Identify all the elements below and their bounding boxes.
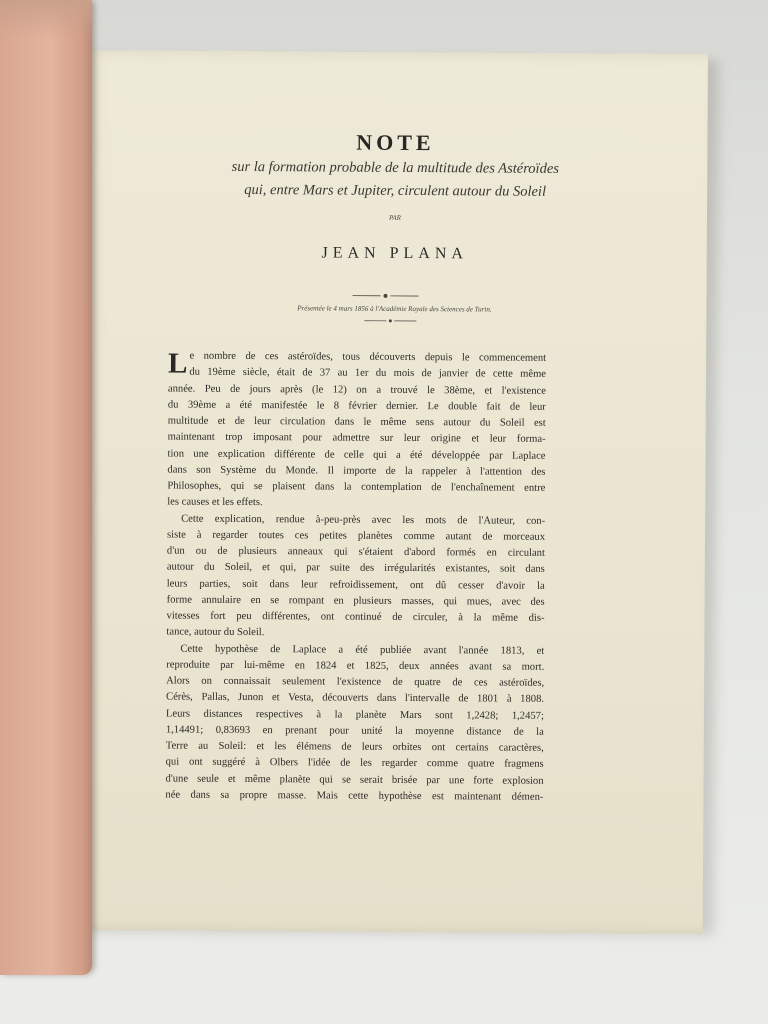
- text-line: autour du Soleil, et qui, par suite des irrégularités existantes, soit dans: [166, 561, 545, 576]
- text-line: du 39ème a été manifestée le 8 février dernier. Le double fait de leur: [167, 399, 546, 413]
- text-line: e nombre de ces astéroïdes, tous découverts depuis le commencement: [189, 350, 547, 364]
- text-line: Leurs distances respectives à la planète Mars sont 1,2428; 1,2457;: [165, 708, 544, 722]
- ornament-divider: [350, 292, 420, 300]
- text-line: Cette explication, rendue à-peu-près avec les mots de l'Auteur, con-: [181, 513, 546, 527]
- text-line: reproduite par lui-même en 1824 et 1825, deux années avant sa mort.: [166, 659, 545, 673]
- text-line: leurs parties, soit dans leur refroidissement, ont dû cesser d'avoir la: [166, 578, 545, 592]
- page-content: [79, 50, 708, 934]
- author-name: JEAN PLANA: [321, 244, 469, 263]
- text-line: tion une explication différente de celle qui a été développée par Laplace: [167, 448, 546, 462]
- drop-cap: L: [167, 347, 188, 380]
- presentation-note: Présentée le 4 mars 1856 à l'Académie Royale des Sciences de Turin.: [297, 304, 492, 314]
- ornament-divider-small: [360, 318, 420, 324]
- text-line: maintenant trop imposant pour admettre sur leur origine et leur forma-: [167, 431, 546, 446]
- text-line: vitesses fort peu différentes, ont continué de circuler, à la même dis-: [166, 610, 545, 624]
- text-line: les causes et les effets.: [167, 496, 263, 509]
- page-title: NOTE: [356, 129, 435, 156]
- text-line: année. Peu de jours après (le 12) on a trouvé le 38ème, et l'existence: [167, 383, 546, 397]
- cover-fold: [0, 0, 92, 40]
- text-line: Philosophes, qui se plaisent dans la contemplation de l'enchaînement entre: [167, 480, 546, 494]
- text-line: qui ont suggéré à Olbers l'idée de les regarder comme quatre fragmens: [165, 756, 544, 771]
- text-line: Cérès, Pallas, Junon et Vesta, découverts dans l'intervalle de 1801 à 1808.: [166, 691, 545, 706]
- text-line: Terre au Soleil: et les élémens de leurs orbites ont certains caractères,: [165, 740, 544, 754]
- subtitle-line-1: sur la formation probable de la multitude des Astéroïdes: [231, 158, 559, 177]
- body-text: [165, 349, 546, 806]
- text-line: du 19ème siècle, était de 37 au 1er du mois de janvier de cette même: [189, 366, 547, 381]
- text-line: Cette hypothèse de Laplace a été publiée avant l'année 1813, et: [180, 643, 545, 657]
- text-line: dans son Système du Monde. Il importe de la rappeler à l'attention des: [167, 464, 546, 478]
- by-label: PAR: [388, 213, 401, 222]
- text-line: d'un ou de plusieurs anneaux qui s'étaient d'abord formés en circulant: [166, 545, 545, 559]
- subtitle-line-2: qui, entre Mars et Jupiter, circulent autour du Soleil: [244, 181, 547, 200]
- text-line: multitude et de leur circulation dans le même sens autour du Soleil est: [167, 415, 546, 429]
- text-line: 1,14491; 0,83693 en prenant pour unité la moyenne distance de la: [165, 724, 544, 738]
- text-line: Alors on connaissait seulement l'existence de quatre de ces astéroïdes,: [166, 675, 545, 689]
- book-cover: [0, 0, 92, 975]
- text-line: forme annulaire en se rompant en plusieurs masses, qui mues, avec des: [166, 594, 545, 608]
- text-line: siste à regarder toutes ces petites planètes comme autant de morceaux: [167, 529, 546, 543]
- text-line: tance, autour du Soleil.: [166, 626, 265, 639]
- document-page: [79, 50, 708, 934]
- text-line: née dans sa propre masse. Mais cette hypothèse est maintenant démen-: [165, 789, 544, 803]
- text-line: d'une seule et même planète qui se serait brisée par une forte explosion: [165, 773, 544, 787]
